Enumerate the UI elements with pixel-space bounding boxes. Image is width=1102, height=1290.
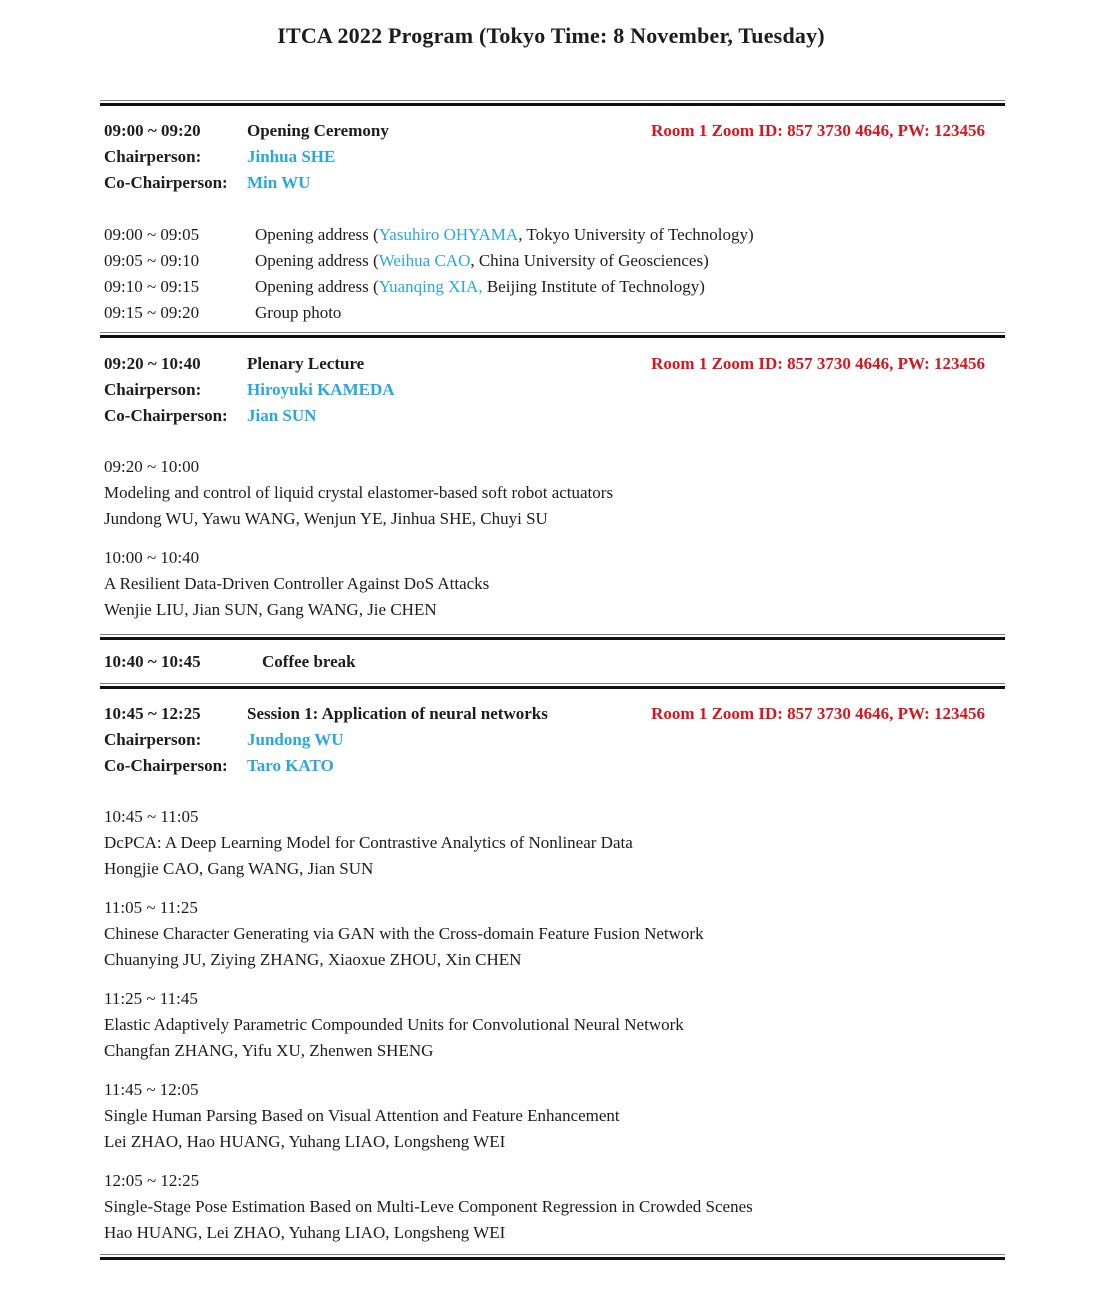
session-title: Plenary Lecture [247, 354, 365, 373]
agenda-item [104, 274, 985, 300]
talk-time: 10:45 ~ 11:05 [104, 807, 199, 826]
session-title: Opening Ceremony [247, 121, 389, 140]
talk-list [104, 804, 985, 1246]
session-time: 10:45 ~ 12:25 [104, 704, 201, 723]
chairperson-name: Hiroyuki KAMEDA [247, 380, 395, 399]
talk-authors: Jundong WU, Yawu WANG, Wenjun YE, Jinhua SHE, Chuyi SU [104, 509, 548, 528]
co-chairperson-label: Co-Chairperson: [104, 173, 228, 192]
talk-time: 11:05 ~ 11:25 [104, 898, 198, 917]
item-description [255, 222, 754, 248]
item-description [255, 300, 341, 326]
talk-title: Modeling and control of liquid crystal elastomer-based soft robot actuators [104, 483, 614, 502]
item-time: 09:05 ~ 09:10 [104, 251, 200, 270]
divider-bottom [100, 1254, 1005, 1260]
item-description [255, 274, 705, 300]
co-chairperson-label: Co-Chairperson: [104, 406, 228, 425]
item-description [255, 248, 709, 274]
talk-time: 12:05 ~ 12:25 [104, 1171, 200, 1190]
session-header-row [104, 351, 985, 377]
room-zoom-info: Room 1 Zoom ID: 857 3730 4646, PW: 123456 [651, 121, 985, 140]
coffee-break-time: 10:40 ~ 10:45 [104, 652, 201, 671]
item-time: 09:00 ~ 09:05 [104, 225, 200, 244]
chairperson-label: Chairperson: [104, 380, 202, 399]
agenda-items [104, 222, 985, 326]
session-time: 09:20 ~ 10:40 [104, 354, 201, 373]
co-chairperson-name: Taro KATO [247, 756, 334, 775]
session-header-row [104, 701, 985, 727]
co-chairperson-name: Min WU [247, 173, 311, 192]
session-header [104, 118, 985, 196]
talk-title: DcPCA: A Deep Learning Model for Contrastive Analytics of Nonlinear Data [104, 833, 633, 852]
coffee-break-label: Coffee break [262, 652, 356, 671]
session-time: 09:00 ~ 09:20 [104, 121, 201, 140]
agenda-item [104, 222, 985, 248]
plenary-lecture-block [0, 351, 1102, 623]
divider [100, 332, 1005, 338]
talk-time: 11:45 ~ 12:05 [104, 1080, 199, 1099]
item-time: 09:10 ~ 09:15 [104, 277, 200, 296]
talk [104, 986, 985, 1064]
talk [104, 895, 985, 973]
co-chairperson-row [104, 753, 985, 779]
divider-top [100, 100, 1005, 106]
talk-authors: Changfan ZHANG, Yifu XU, Zhenwen SHENG [104, 1041, 434, 1060]
talk [104, 804, 985, 882]
agenda-item [104, 300, 985, 326]
chairperson-name: Jinhua SHE [247, 147, 336, 166]
talk-title: Elastic Adaptively Parametric Compounded Units for Convolutional Neural Network [104, 1015, 684, 1034]
session1-block [0, 701, 1102, 1246]
talk-title: A Resilient Data-Driven Controller Against DoS Attacks [104, 574, 490, 593]
chairperson-label: Chairperson: [104, 730, 202, 749]
item-text-pre: Opening address ( [255, 251, 379, 270]
talk-authors: Hao HUANG, Lei ZHAO, Yuhang LIAO, Longsheng WEI [104, 1223, 506, 1242]
talk-list [104, 454, 985, 623]
talk [104, 1077, 985, 1155]
page-title: ITCA 2022 Program (Tokyo Time: 8 November, Tuesday) [277, 23, 825, 48]
talk [104, 545, 985, 623]
room-zoom-info: Room 1 Zoom ID: 857 3730 4646, PW: 123456 [651, 354, 985, 373]
agenda-item [104, 248, 985, 274]
item-text-pre: Group photo [255, 303, 342, 322]
chairperson-row [104, 727, 985, 753]
talk-authors: Chuanying JU, Ziying ZHANG, Xiaoxue ZHOU, Xin CHEN [104, 950, 522, 969]
talk [104, 1168, 985, 1246]
session-header [104, 351, 985, 429]
talk-authors: Lei ZHAO, Hao HUANG, Yuhang LIAO, Longsheng WEI [104, 1132, 506, 1151]
talk-time: 11:25 ~ 11:45 [104, 989, 198, 1008]
talk-authors: Hongjie CAO, Gang WANG, Jian SUN [104, 859, 374, 878]
session-header [104, 701, 985, 779]
chairperson-name: Jundong WU [247, 730, 344, 749]
co-chairperson-label: Co-Chairperson: [104, 756, 228, 775]
speaker-name: Weihua CAO [378, 251, 471, 270]
item-text-post: , Tokyo University of Technology) [518, 225, 754, 244]
item-text-pre: Opening address ( [255, 277, 379, 296]
session-header-row [104, 118, 985, 144]
speaker-name: Yuanqing XIA, [378, 277, 483, 296]
talk-title: Single Human Parsing Based on Visual Attention and Feature Enhancement [104, 1106, 620, 1125]
talk [104, 454, 985, 532]
talk-time: 10:00 ~ 10:40 [104, 548, 200, 567]
chairperson-label: Chairperson: [104, 147, 202, 166]
room-zoom-info: Room 1 Zoom ID: 857 3730 4646, PW: 123456 [651, 704, 985, 723]
item-text-pre: Opening address ( [255, 225, 379, 244]
talk-title: Chinese Character Generating via GAN with the Cross-domain Feature Fusion Network [104, 924, 704, 943]
item-text-post: Beijing Institute of Technology) [482, 277, 705, 296]
item-time: 09:15 ~ 09:20 [104, 303, 200, 322]
chairperson-row [104, 377, 985, 403]
co-chairperson-row [104, 170, 985, 196]
opening-ceremony-block [0, 118, 1102, 326]
divider [100, 683, 1005, 689]
speaker-name: Yasuhiro OHYAMA [378, 225, 519, 244]
chairperson-row [104, 144, 985, 170]
talk-authors: Wenjie LIU, Jian SUN, Gang WANG, Jie CHEN [104, 600, 437, 619]
co-chairperson-name: Jian SUN [247, 406, 317, 425]
coffee-break-row [104, 649, 985, 675]
talk-time: 09:20 ~ 10:00 [104, 457, 200, 476]
talk-title: Single-Stage Pose Estimation Based on Multi-Leve Component Regression in Crowded Scenes [104, 1197, 753, 1216]
co-chairperson-row [104, 403, 985, 429]
session-title: Session 1: Application of neural networks [247, 704, 548, 723]
divider [100, 634, 1005, 640]
item-text-post: , China University of Geosciences) [470, 251, 709, 270]
